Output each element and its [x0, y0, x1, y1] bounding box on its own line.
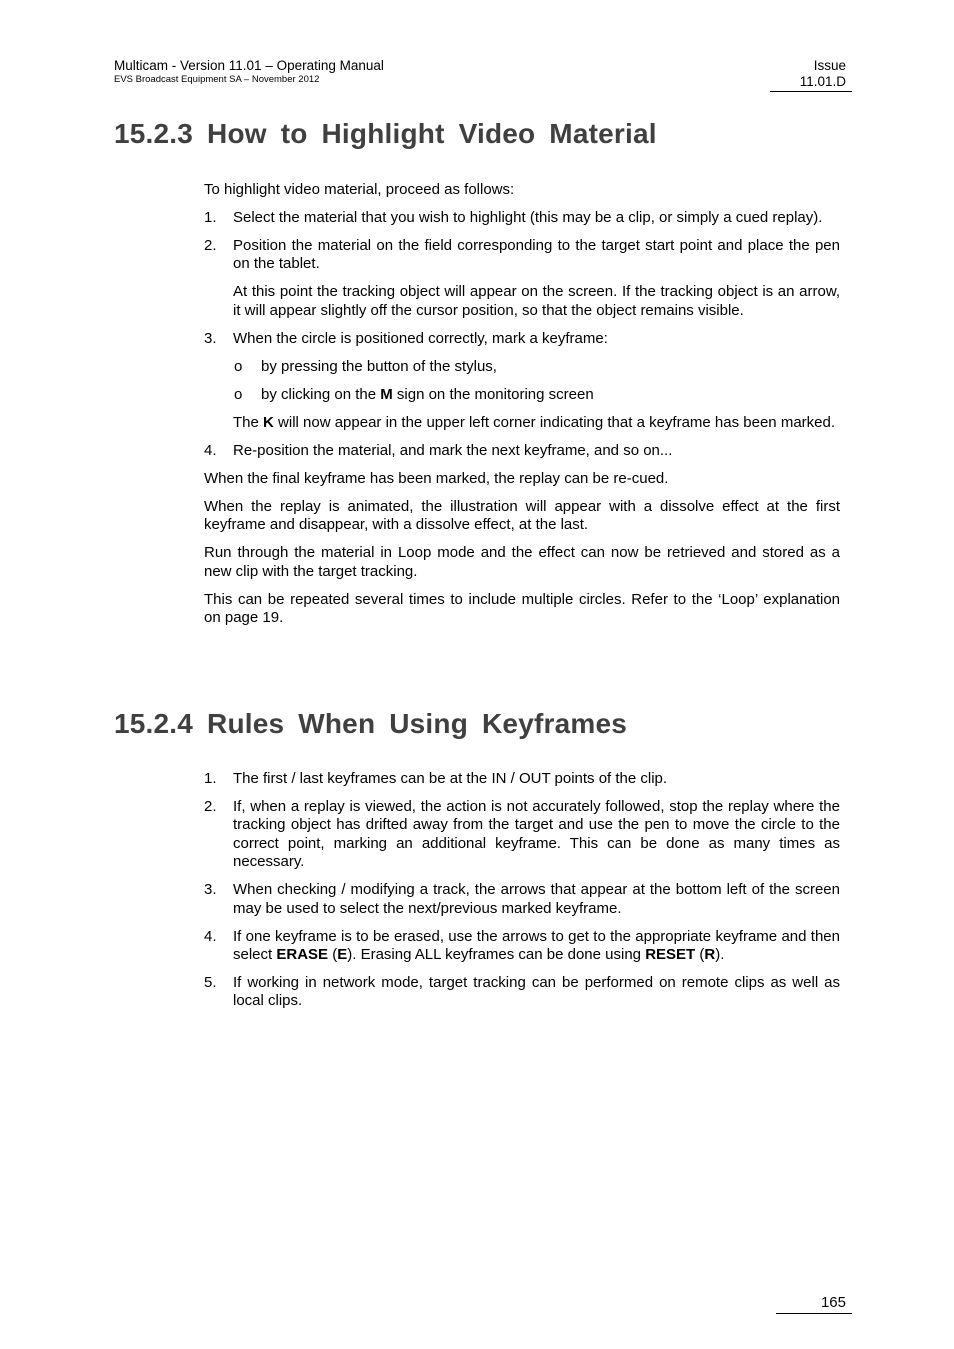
list-item [204, 798, 840, 872]
header-title: Multicam - Version 11.01 – Operating Manual [114, 58, 384, 73]
list-text: The first / last keyframes can be at the IN / OUT points of the clip. [233, 770, 668, 787]
step-note: At this point the tracking object will appear on the screen. If the tracking object is an arrow, it will appear slightly off the cursor position, so that the object remains visible. [233, 283, 840, 319]
bullet-text-pre: by clicking on the [261, 385, 381, 403]
bullet-text: by pressing the button of the stylus, [261, 357, 497, 375]
list-item [204, 881, 840, 918]
reset-shortcut: R [704, 946, 716, 964]
bullet-text-post: sign on the monitoring screen [392, 385, 594, 403]
list-text: When the circle is positioned correctly, mark a keyframe: [233, 329, 608, 347]
list-text: When checking / modifying a track, the arrows that appear at the bottom left of the screen may be used to select the next/previous marked keyframe. [233, 881, 840, 917]
bullet-item [204, 386, 840, 404]
note-text-post: will now appear in the upper left corner indicating that a keyframe has been marked. [273, 413, 836, 431]
list-number: 1. [204, 209, 217, 226]
section-body-highlight [204, 181, 840, 637]
body-paragraph: When the final keyframe has been marked, the replay can be re-cued. [204, 469, 669, 487]
list-text: Position the material on the field corresponding to the target start point and place the pen on the tablet. [233, 237, 840, 273]
list-number: 2. [204, 237, 217, 254]
list-text: Re-position the material, and mark the next keyframe, and so on... [233, 441, 673, 459]
section-heading-highlight: 15.2.3 How to Highlight Video Material [114, 118, 657, 149]
list-item [204, 770, 840, 788]
body-paragraph: When the replay is animated, the illustration will appear with a dissolve effect at the first keyframe and disappear, with a dissolve effect, at the last. [204, 497, 840, 534]
section-body-rules [204, 770, 840, 1020]
bullet-item [204, 358, 840, 376]
bullet-marker: o [234, 357, 243, 375]
page-number: 165 [820, 1294, 846, 1311]
issue-value: 11.01.D [799, 74, 846, 89]
running-header [114, 58, 384, 86]
list-text-d: ( [695, 946, 705, 964]
body-paragraph: Run through the material in Loop mode and the effect can now be retrieved and stored as a new clip with the target tracking. [204, 544, 840, 580]
list-item [204, 209, 840, 227]
list-item [204, 330, 840, 348]
list-number: 1. [204, 770, 217, 787]
list-item [204, 237, 840, 274]
step-note [204, 414, 840, 432]
list-text-b: ( [328, 946, 338, 964]
list-item [204, 974, 840, 1011]
erase-shortcut: E [337, 946, 348, 964]
list-text: If, when a replay is viewed, the action is not accurately followed, stop the replay where the tracking object has drifted away from the target and use the pen to move the circle to the correct point, marking an additional keyframe. This can be done as many times as necessary. [233, 798, 840, 871]
header-subtitle: EVS Broadcast Equipment SA – November 2012 [114, 74, 320, 85]
note-bold-key: K [263, 413, 274, 431]
section-heading-rules: 15.2.4 Rules When Using Keyframes [114, 708, 627, 739]
erase-key: ERASE [276, 946, 329, 964]
list-number: 3. [204, 881, 217, 899]
bullet-marker: o [234, 385, 243, 403]
issue-block [770, 58, 852, 92]
note-text-pre: The [233, 413, 264, 431]
list-number: 2. [204, 798, 217, 815]
reset-key: RESET [645, 946, 696, 964]
list-item [204, 442, 840, 460]
list-text-a: If one keyframe is to be erased, use the arrows to get to the appropriate keyframe and then select [233, 927, 840, 964]
list-number: 3. [204, 329, 217, 347]
issue-label: Issue [813, 58, 846, 73]
bullet-bold-key: M [380, 385, 393, 403]
body-paragraph: This can be repeated several times to include multiple circles. Refer to the ‘Loop’ explanation on page 19. [204, 590, 840, 627]
list-text: Select the material that you wish to highlight (this may be a clip, or simply a cued replay). [233, 209, 823, 226]
page-number-block [776, 1294, 852, 1314]
list-number: 4. [204, 441, 217, 459]
list-item [204, 928, 840, 965]
list-text: If working in network mode, target tracking can be performed on remote clips as well as local clips. [233, 974, 840, 1010]
list-text-e: ). [715, 946, 725, 964]
list-text-c: ). Erasing ALL keyframes can be done using [347, 946, 646, 964]
list-number: 5. [204, 974, 217, 992]
list-number: 4. [204, 927, 217, 945]
intro-paragraph: To highlight video material, proceed as follows: [204, 181, 515, 198]
